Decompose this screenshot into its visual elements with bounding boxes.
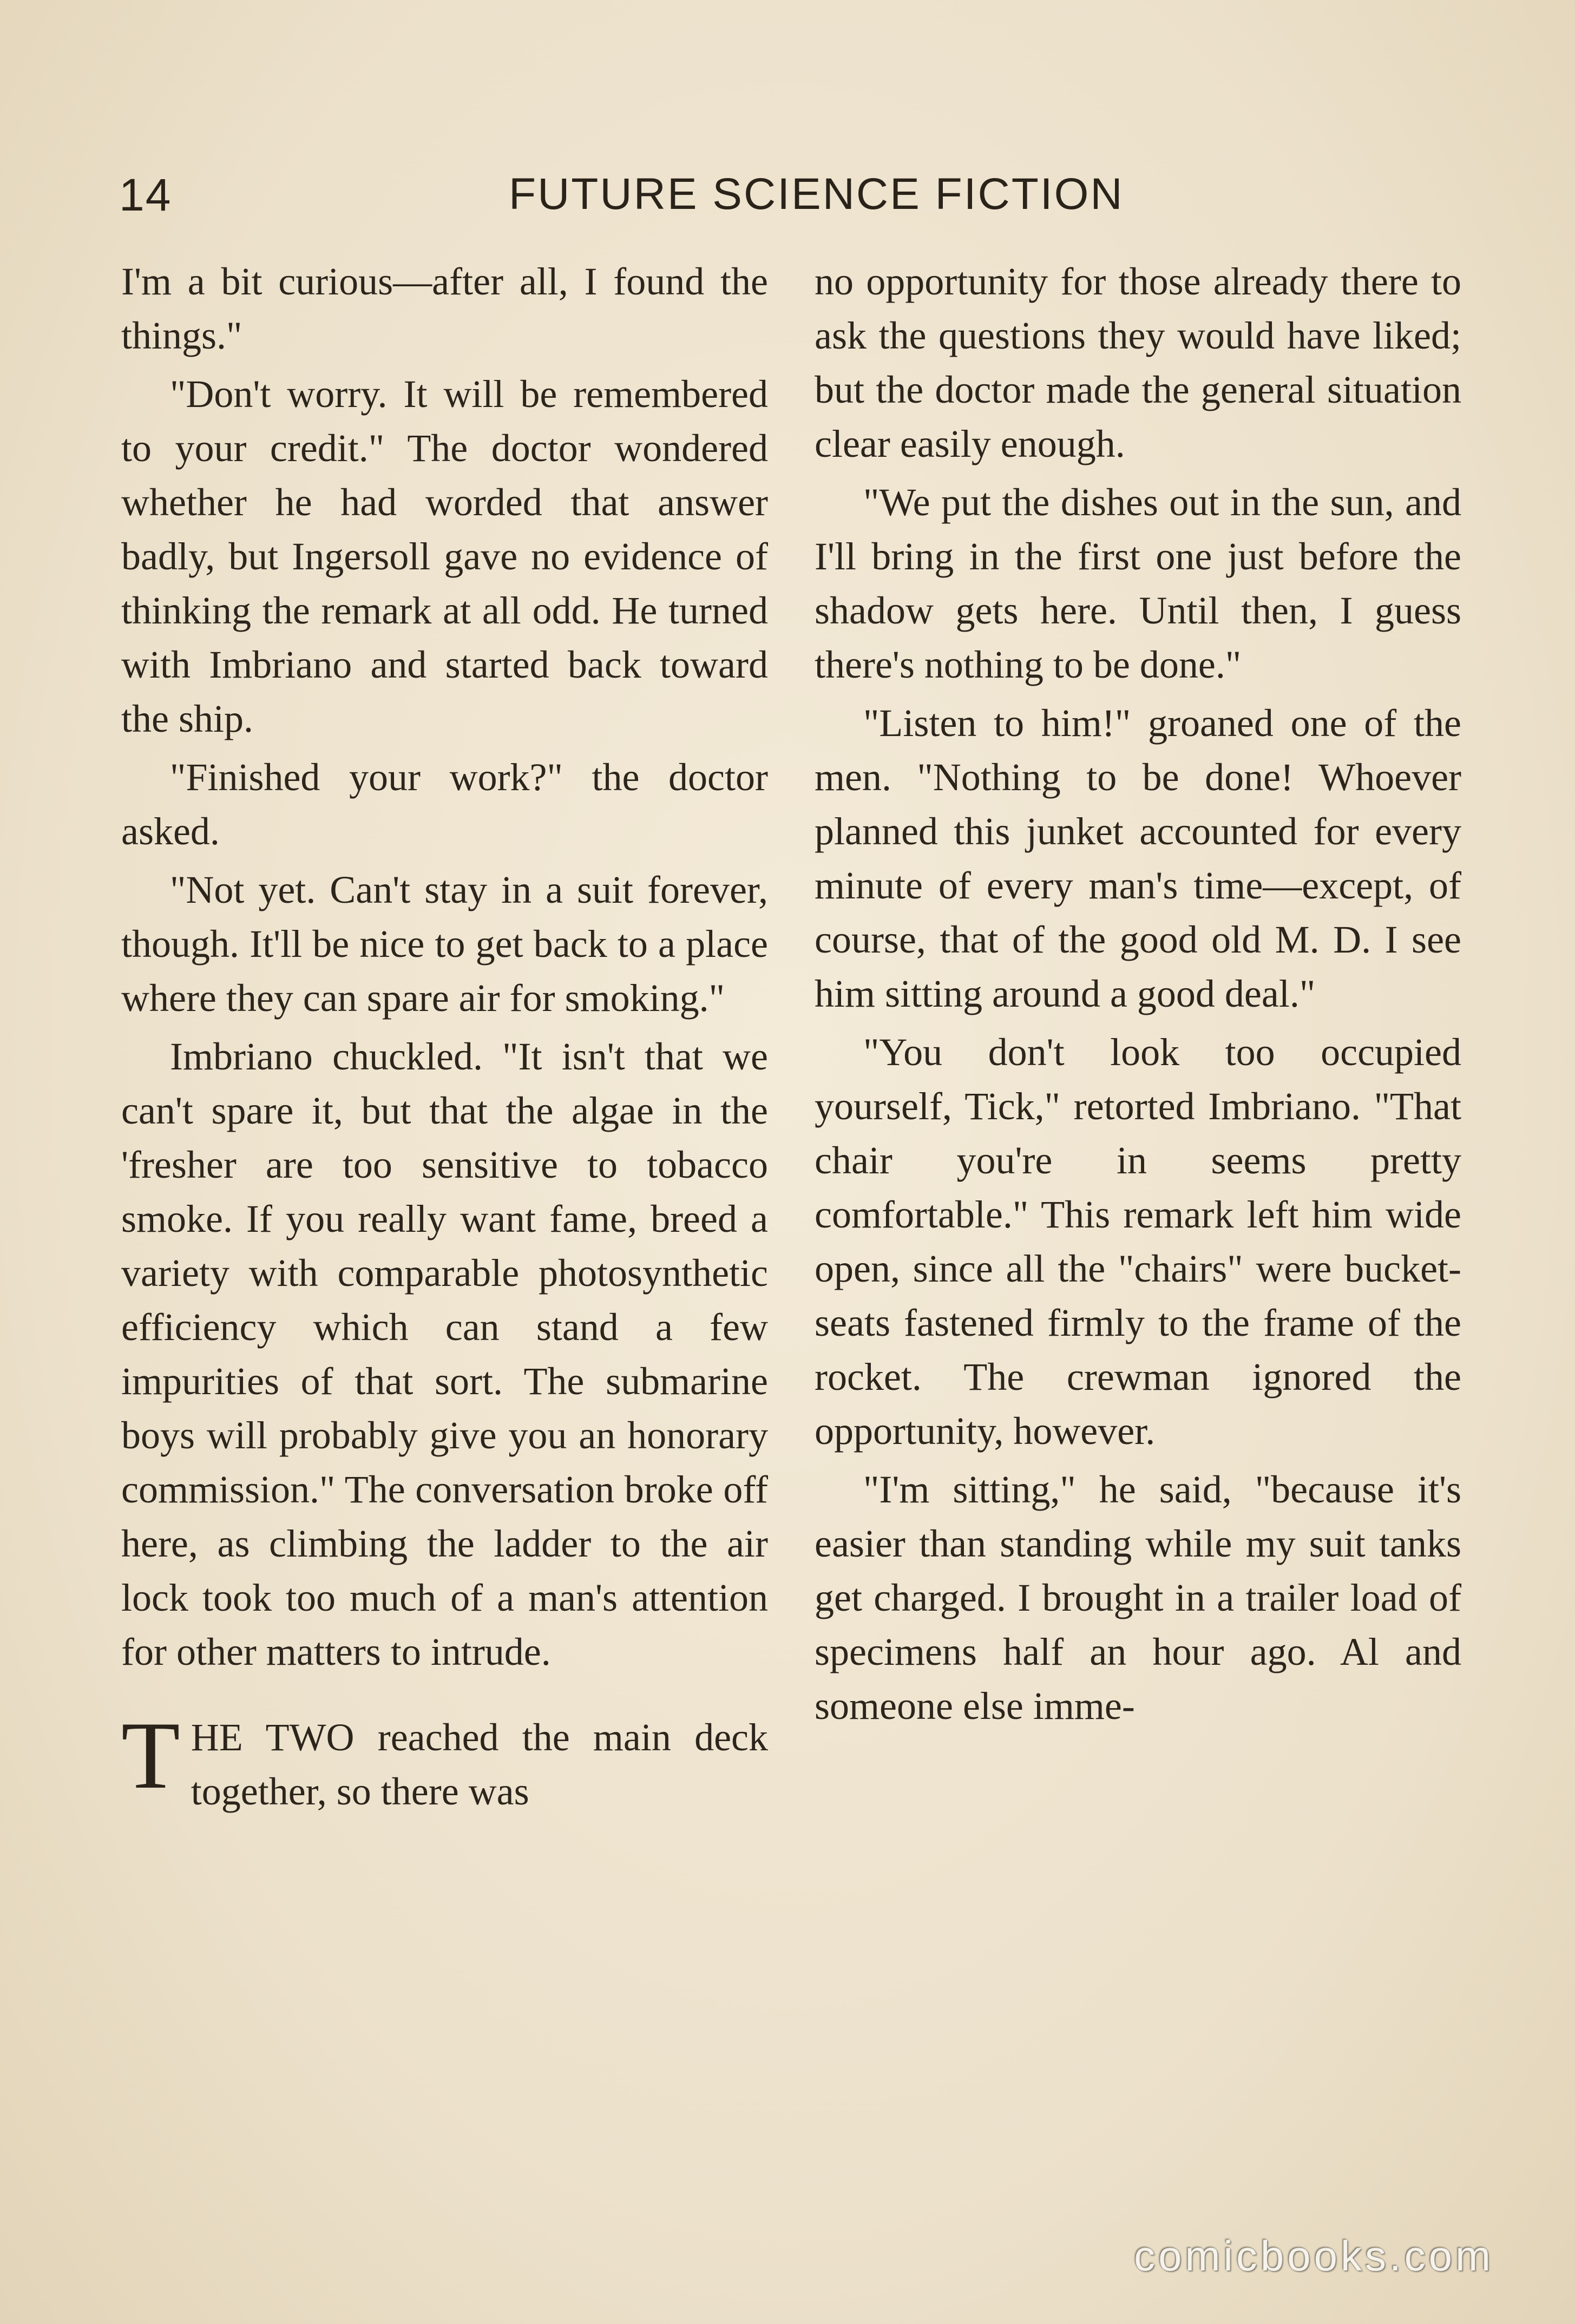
paragraph: "Not yet. Can't stay in a suit forever, though. It'll be nice to get back to a place where they can spare air for smoking." (121, 868, 768, 1020)
page-number: 14 (119, 169, 172, 220)
section-opening-paragraph (121, 1702, 768, 1819)
paragraph: "Don't worry. It will be remembered to your credit." The doctor wondered whether he had worded that answer badly, but Ingersoll gave no evidence of thinking the remark at all odd. He turned with Imbriano and started back toward the ship. (121, 372, 768, 740)
watermark: comicbooks.com (1134, 2232, 1494, 2280)
drop-cap: T (121, 1702, 180, 1809)
paragraph: "You don't look too occupied yourself, Tick," retorted Imbriano. "That chair you're in seems pretty comfortable." This remark left him wide open, since all the "chairs" were bucket-seats fastened firmly to the frame of the rocket. The crewman ignored the opportunity, however. (815, 1030, 1461, 1453)
left-column (121, 254, 768, 1819)
paragraph: "Listen to him!" groaned one of the men. "Nothing to be done! Whoever planned this junket accounted for every minute of every man's time—except, of course, that of the good old M. D. I see him sitting around a good deal." (815, 701, 1461, 1015)
running-title: FUTURE SCIENCE FICTION (509, 169, 1124, 219)
paragraph: "I'm sitting," he said, "because it's easier than standing while my suit tanks get charged. I brought in a trailer load of specimens half an hour ago. Al and someone else imme- (815, 1468, 1461, 1728)
paragraph: "Finished your work?" the doctor asked. (121, 756, 768, 853)
paragraph: I'm a bit curious—after all, I found the things." (121, 260, 768, 357)
paragraph: "We put the dishes out in the sun, and I'll bring in the first one just before the shadow gets here. Until then, I guess there's nothing to be done." (815, 481, 1461, 686)
paragraph: no opportunity for those already there to ask the questions they would have liked; but the doctor made the general situation clear easily enough. (815, 260, 1461, 465)
page-header (119, 162, 1124, 233)
section-opening-text: HE TWO reached the main deck together, so there was (191, 1716, 768, 1813)
right-column (815, 254, 1461, 1733)
paragraph: Imbriano chuckled. "It isn't that we can't spare it, but that the algae in the 'fresher are too sensitive to tobacco smoke. If you really want fame, breed a variety with comparable photosynthetic efficiency which can stand a few impurities of that sort. The submarine boys will probably give you an honorary commission." The conversation broke off here, as climbing the ladder to the air lock took too much of a man's attention for other matters to intrude. (121, 1035, 768, 1673)
